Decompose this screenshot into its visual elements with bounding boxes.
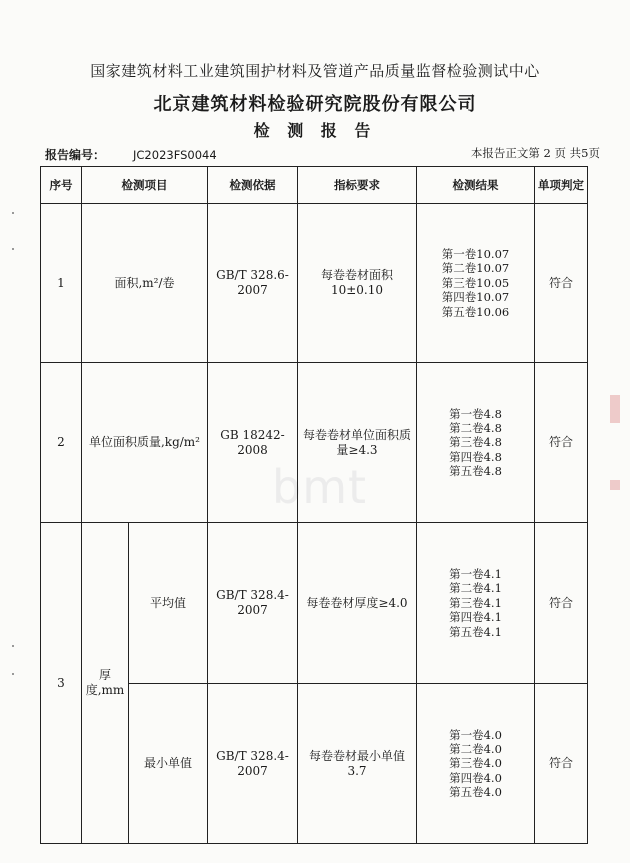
scan-mark xyxy=(12,673,14,675)
header-verdict: 单项判定 xyxy=(535,167,588,204)
scan-mark xyxy=(12,645,14,647)
result-line: 第五卷4.8 xyxy=(449,464,502,479)
result-line: 第二卷4.0 xyxy=(449,741,502,756)
row-index: 3 xyxy=(41,523,82,844)
verdict: 符合 xyxy=(535,363,588,523)
result-line: 第五卷4.1 xyxy=(449,624,502,639)
test-item: 厚度,mm xyxy=(82,523,129,844)
issuing-center-title: 国家建筑材料工业建筑围护材料及管道产品质量监督检验测试中心 xyxy=(90,62,540,80)
table-row xyxy=(41,204,588,363)
document-title: 检 测 报 告 xyxy=(253,121,377,140)
test-item: 单位面积质量,kg/m² xyxy=(82,363,208,523)
page-info: 本报告正文第 2 页 共5页 xyxy=(470,146,600,160)
result-line: 第四卷4.0 xyxy=(449,770,502,785)
test-results xyxy=(417,363,535,523)
result-line: 第四卷4.8 xyxy=(449,449,502,464)
test-basis: GB/T 328.4-2007 xyxy=(208,684,298,844)
row-index: 1 xyxy=(41,204,82,363)
result-line: 第三卷4.0 xyxy=(449,756,502,771)
watermark-logo: bmt xyxy=(272,460,368,514)
result-line: 第一卷4.1 xyxy=(449,567,502,582)
seal-fragment xyxy=(610,395,620,423)
scan-mark xyxy=(12,248,14,250)
test-results xyxy=(417,204,535,363)
table-header-row xyxy=(41,167,588,204)
result-line: 第一卷10.07 xyxy=(441,247,510,262)
result-line: 第五卷10.06 xyxy=(441,304,510,319)
verdict: 符合 xyxy=(535,684,588,844)
result-line: 第四卷10.07 xyxy=(441,290,510,305)
sub-item: 最小单值 xyxy=(129,684,208,844)
result-line: 第二卷4.1 xyxy=(449,581,502,596)
header-basis: 检测依据 xyxy=(208,167,298,204)
test-basis: GB 18242-2008 xyxy=(208,363,298,523)
test-results xyxy=(417,523,535,684)
result-line: 第二卷10.07 xyxy=(441,261,510,276)
result-line: 第三卷10.05 xyxy=(441,275,510,290)
verdict: 符合 xyxy=(535,204,588,363)
requirement: 每卷卷材单位面积质量≥4.3 xyxy=(298,363,417,523)
results-table xyxy=(40,166,588,844)
seal-fragment xyxy=(610,480,620,490)
header-result: 检测结果 xyxy=(417,167,535,204)
test-basis: GB/T 328.6-2007 xyxy=(208,204,298,363)
result-line: 第五卷4.0 xyxy=(449,785,502,800)
result-line: 第二卷4.8 xyxy=(449,420,502,435)
report-number-line xyxy=(45,146,217,163)
header-item: 检测项目 xyxy=(82,167,208,204)
result-line: 第四卷4.1 xyxy=(449,610,502,625)
table-row xyxy=(41,523,588,684)
requirement: 每卷卷材厚度≥4.0 xyxy=(298,523,417,684)
row-index: 2 xyxy=(41,363,82,523)
verdict: 符合 xyxy=(535,523,588,684)
test-results xyxy=(417,684,535,844)
report-number: JC2023FS0044 xyxy=(133,148,217,162)
test-item: 面积,m²/卷 xyxy=(82,204,208,363)
header-requirement: 指标要求 xyxy=(298,167,417,204)
company-name: 北京建筑材料检验研究院股份有限公司 xyxy=(153,94,477,115)
header-index: 序号 xyxy=(41,167,82,204)
result-line: 第一卷4.8 xyxy=(449,406,502,421)
result-line: 第三卷4.1 xyxy=(449,595,502,610)
requirement: 每卷卷材面积10±0.10 xyxy=(298,204,417,363)
scan-mark xyxy=(12,212,14,214)
sub-item: 平均值 xyxy=(129,523,208,684)
result-line: 第一卷4.0 xyxy=(449,727,502,742)
report-number-label: 报告编号： xyxy=(45,148,106,162)
result-line: 第三卷4.8 xyxy=(449,435,502,450)
test-basis: GB/T 328.4-2007 xyxy=(208,523,298,684)
requirement: 每卷卷材最小单值3.7 xyxy=(298,684,417,844)
table-row xyxy=(41,363,588,523)
